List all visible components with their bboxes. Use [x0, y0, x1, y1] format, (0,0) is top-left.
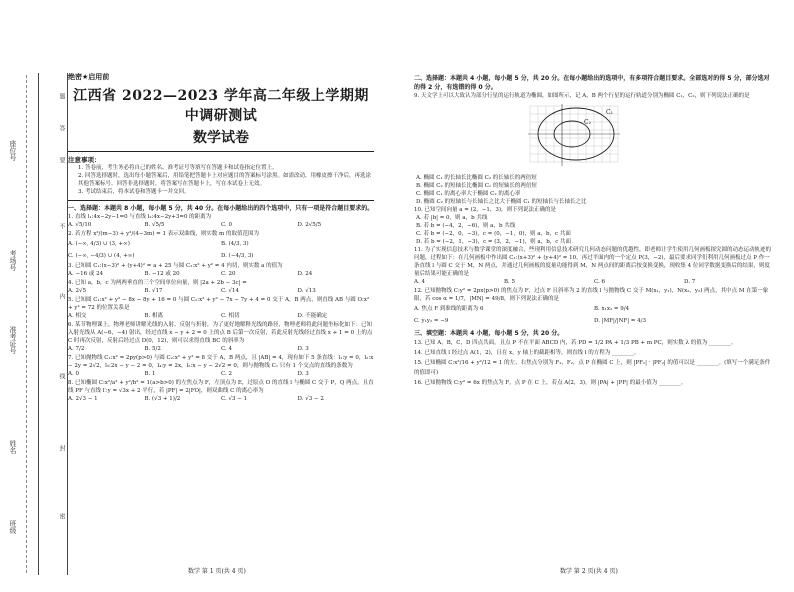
option-a: A. 0	[68, 371, 79, 377]
option-c: C. √14	[221, 288, 240, 294]
page-2	[414, 72, 774, 388]
option-a: A. 7/2	[68, 346, 85, 352]
option-d: D. |MF|/|NF| = 4/3	[594, 318, 647, 324]
label-c2: C₂	[584, 119, 591, 126]
question-stem: 4. 已知 a，b，c 为两两垂直的三个空间单位向量，则 |2a + 2b − 3c| =	[68, 280, 247, 286]
option-d: D. 7	[684, 279, 696, 285]
question-options	[68, 270, 374, 279]
exam-room-field: 考场号	[9, 250, 17, 271]
binding-margin	[38, 73, 68, 575]
question-options	[68, 370, 374, 379]
section-3-heading: 三、填空题：本题共 4 小题，每小题 5 分，共 20 分。	[414, 330, 564, 337]
cut-line	[26, 75, 27, 573]
question-stem: 2. 若方程 x²/(m−3) + y²/(4−3m) = 1 表示双曲线，则实数 m 的取值范围为	[68, 231, 259, 237]
binding-label: 答	[58, 125, 65, 131]
q10-option-a: A. 若 |b| = 0，则 a，b 共线	[416, 215, 488, 221]
question-6	[68, 321, 374, 354]
q9-option-c: C. 椭圆 C₁ 的离心率大于椭圆 C₂ 的离心率	[416, 191, 521, 197]
question-stem: 7. 已知抛物线 C₁:x² = 2py(p>0) 与圆 C₂:x² + y² = 8 交于 A，B 两点，且 |AB| = 4，现有如下 5 条直线：l₁:y = 0，l₂:x − 2y = 2√2，l₃:2x − y − 2 = 0，l₄:y = 2x，l₅:x − y − 2√2 = 0，则与抛物线 C₁ 只有 1 个交点的直线的条数为	[68, 355, 374, 369]
question-stem: 6. 某节物理课上，物理老师讲解光线的入射、反射与折射，为了更好地解释光线的路径，物理老师将此问题坐标化如下：已知入射光线从 A(−6，−4) 射出，经过直线 x − y + 2 = 0 上的点 B 后第一次反射，若此反射光线经过直线 x + 1 = 0 上的点 C 时再次反射，反射后经过点 D(0，12)，则可以求得直线 BC 的斜率为	[68, 322, 373, 344]
page-1	[68, 72, 374, 404]
option-b: B. (4/3, 3)	[221, 241, 249, 247]
question-options	[68, 238, 374, 262]
question-3	[68, 262, 374, 279]
option-d: D. 24	[297, 271, 313, 277]
admission-number-field: 准考证号	[9, 326, 17, 354]
notice-title: 注意事项：	[68, 156, 101, 164]
question-11-stem: 11. 为了实现信息技术与数学课堂的深度融合，些现利用信息技术研究几何动态问题的优越性，即老师让学生使用几何画板探究圆的动态运动轨迹的问题，过程如下：在几何画板中作出圆 C₁:(x+3)² + (y+4)² = 10，再过平面内的一个定点 P(3，−2)，最后要求同学们利用几何画板过点 P 作一条直线 l 与圆 C 交于 M，N 两点，并通过几何画板的度量功能得到 M，N 两点间的距离后按变换变换，现收集 4 位同学数据变换后的结果，则度量后结果可能正确的是	[414, 247, 771, 277]
q9-option-a: A. 椭圆 C₁ 的长轴长比椭圆 C₂ 的长轴长的两倍短	[416, 175, 537, 181]
option-c: C. 相切	[221, 313, 240, 319]
question-16: 16. 已知抛物线 C:y² = 6x 的焦点为 F，点 P 在 C 上，若点 A(2，3)，则 |PA| + |PF| 的最小值为 ________。	[414, 380, 687, 386]
option-a: A. (−∞, 4/3) ∪ (3, +∞)	[68, 241, 130, 247]
option-b: B. 1	[144, 371, 156, 377]
option-c: C. √3 − 1	[221, 396, 248, 402]
question-options	[68, 287, 374, 296]
option-b: B. (√3 + 1)/2	[144, 396, 181, 402]
secret-label: 绝密★启用前	[68, 73, 110, 81]
notice-divider	[68, 200, 374, 201]
question-options	[68, 395, 374, 404]
notice-item: 2. 回答选择题时，选出每小题答案后，用铅笔把答题卡上对应题目的答案标号涂黑。如需改动，用橡皮擦干净后，再选涂其他答案标号。回答非选择题时，将答案写在答题卡上，写在本试卷上无效。	[78, 173, 371, 187]
option-d: D. 不能确定	[297, 313, 328, 319]
question-4	[68, 279, 374, 296]
option-d: D. (−4/3, 3)	[221, 253, 254, 259]
question-7	[68, 354, 374, 379]
page-1-footer: 数学 第 1 页(共 4 页)	[188, 568, 246, 575]
exam-title: 江西省 2022—2023 学年高二年级上学期期中调研测试	[73, 88, 369, 124]
question-options	[68, 221, 374, 230]
name-field: 姓名	[9, 440, 17, 454]
option-a: A. 焦点 F 到准线的距离为 6	[414, 306, 484, 312]
option-c: C. 2	[221, 371, 233, 377]
option-d: D. 2√5/5	[297, 222, 322, 228]
binding-label: 线	[58, 373, 65, 379]
option-b: B. −12 或 20	[144, 271, 180, 277]
binding-label: 内	[58, 293, 65, 299]
q10-option-d: D. 若 b = (−2，1，−3)，c = (3，2，−1)，则 a，b，c 共面	[416, 239, 572, 245]
title-divider	[68, 151, 374, 152]
orbit-figure	[526, 102, 622, 168]
section-1-heading: 一、选择题：本题共 8 小题，每小题 5 分，共 40 分。在每小题给出的四个选项中，只有一项是符合题目要求的。	[68, 205, 374, 212]
option-c: C. 6	[594, 279, 606, 285]
option-b: B. x₁x₂ = 9/4	[594, 306, 630, 312]
class-field: 班级	[9, 520, 17, 534]
question-stem: 8. 已知椭圆 C:x²/a² + y²/b² = 1(a>b>0) 的左焦点为 F，左顶点为 E，过原点 O 的直线 l 与椭圆 C 交于 P，Q 两点，且直线 PF 与直线 l′:y = √3x + 2 平行，若 |PF| = 2|FO|，则双曲线 C 的离心率为	[68, 380, 374, 394]
q9-option-b: B. 椭圆 C₂ 的短轴长比椭圆 C₁ 的短轴长的两倍短	[416, 183, 537, 189]
q11-options	[414, 278, 774, 287]
option-c: C. 4	[221, 346, 233, 352]
q9-option-d: D. 椭圆 C₂ 的短轴长与长轴长之比大于椭圆 C₁ 的短轴长与长轴长之比	[416, 199, 587, 205]
option-a: A. 2√5	[68, 288, 86, 294]
seat-number-field: 座位号	[9, 140, 17, 161]
question-5	[68, 296, 374, 321]
question-9-stem: 9. 天文学上可以大致认为部分行星的运行轨道为椭圆，如图所示，记 A，B 两个行星的运行轨道分别为椭圆 C₁，C₂，则下列说法正确的是	[414, 93, 750, 99]
question-13: 13. 已知 A，B，C，D 四点共面，且点 P 不在平面 ABCD 内，若 PD = 1/2 PA + 1/3 PB + m PC，则实数 λ 的值为 ________。	[414, 340, 737, 346]
option-b: B. √5/5	[144, 222, 165, 228]
option-d: D. √3 − 2	[297, 396, 324, 402]
q10-option-c: C. 若 b = (−2，0，−3)，c = (0，−1，0)，则 a，b，c 共面	[416, 231, 571, 237]
option-b: B. 相离	[144, 313, 164, 319]
question-8	[68, 379, 374, 404]
notice-item: 1. 答卷前，考生务必将自己的姓名、准考证号等填写在答题卡和试卷指定位置上。	[78, 165, 278, 171]
label-c1: C₁	[606, 109, 613, 116]
option-c: C. (−∞, −4/3) ∪ (4, +∞)	[68, 253, 135, 259]
option-d: D. 3	[297, 371, 309, 377]
binding-label: 不	[58, 223, 65, 229]
option-c: C. y₁y₂ = −9	[414, 318, 449, 324]
q10-option-b: B. 若 b = (−4，2，−6)，则 a，b 共线	[416, 223, 516, 229]
binding-label: 题	[58, 93, 65, 99]
option-a: A. 相交	[68, 313, 87, 319]
question-14: 14. 已知直线 l 经过点 A(1，2)，且在 x，y 轴上的截距相等，则直线 l 的方程为 ________。	[414, 350, 640, 356]
option-a: A. −16 或 24	[68, 271, 104, 277]
question-options	[68, 312, 374, 321]
page-2-footer: 数学 第 2 页(共 4 页)	[560, 568, 618, 575]
notice-item: 3. 考试结束后，将本试卷和答题卡一并交回。	[78, 189, 190, 195]
question-10-stem: 10. 已知空间向量 a = (2，−1，3)，则下列说法正确的是	[414, 207, 557, 213]
option-c: C. 0	[221, 222, 233, 228]
question-stem: 1. 直线 l₁:4x−2y−1=0 与直线 l₂:4x−2y+3=0 的距离为	[68, 214, 212, 220]
option-b: B. 5	[504, 279, 516, 285]
binding-label: 封	[58, 445, 65, 451]
option-b: B. 5/2	[144, 346, 161, 352]
exam-subject: 数学试卷	[193, 130, 249, 146]
section-2-heading: 二、选择题：本题共 4 小题，每小题 5 分，共 20 分。在每小题给出的选项中，有多项符合题目要求。全部选对的得 5 分，部分选对的得 2 分，有选错的得 0 分。	[414, 75, 770, 91]
q12-options	[414, 303, 774, 327]
question-stem: 5. 已知圆 C₁:x² + y² − 8x − 8y + 16 = 0 与圆 C₂:x² + y² − 7x − 7y + 4 = 0 交于 A，B 两点，则直线 AB 与圆 O:x² + y² = 72 的位置关系是	[68, 297, 370, 311]
question-1	[68, 213, 374, 230]
option-b: B. √17	[144, 288, 163, 294]
binding-label: 要	[58, 157, 65, 163]
question-options	[68, 345, 374, 354]
option-a: A. 4	[414, 279, 425, 285]
option-d: D. √13	[297, 288, 316, 294]
option-c: C. 20	[221, 271, 236, 277]
question-2	[68, 230, 374, 262]
binding-label: 密	[58, 513, 65, 519]
question-12-stem: 12. 已知抛物线 C:y² = 2px(p>0) 的焦点为 F，过点 F 且斜率为 2 的直线 l 与抛物线 C 交于 M(x₁，y₁)，N(x₂，y₂) 两点，其中点 M 在第一象限，若 cos α = 1/7，|MN| = 49/8，则下列说法正确的是	[414, 288, 769, 302]
option-d: D. 3	[297, 346, 309, 352]
question-15: 15. 已知椭圆 C:x²/16 + y²/12 = 1 的左、右焦点分别为 F₁，F₂，点 P 在椭圆 C 上，则 |PF₁| · |PF₂| 的值可以是 ________。(填写一个满足条件的值即可)	[414, 360, 771, 376]
option-a: A. √5/10	[68, 222, 92, 228]
option-a: A. 2√3 − 1	[68, 396, 98, 402]
question-stem: 3. 已知圆 C₁:(x−3)² + (y+4)² = a + 25 与圆 C₂:x² + y² = 4 内切，则实数 a 的值为	[68, 263, 283, 269]
